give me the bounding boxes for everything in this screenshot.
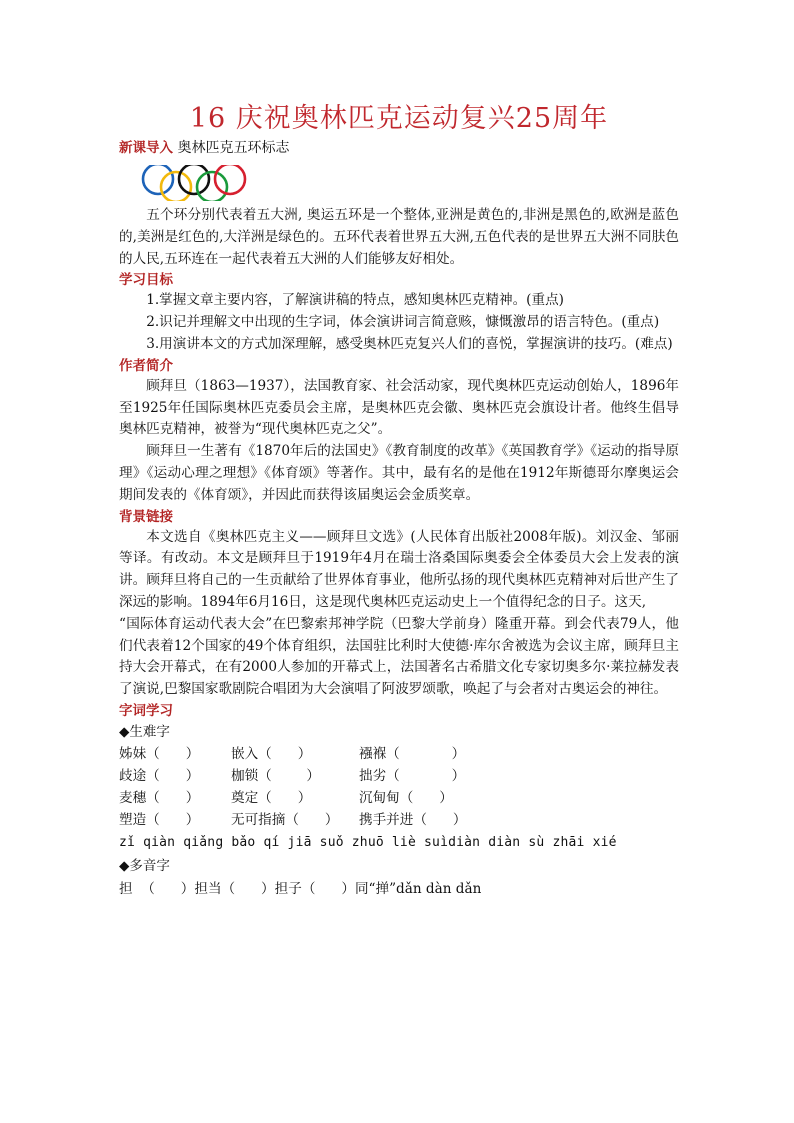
vocab-item: 嵌入（ ） bbox=[231, 745, 312, 762]
intro-text: 奥林匹克五环标志 bbox=[177, 140, 290, 156]
vocab-row bbox=[119, 809, 679, 831]
vocab-item: 枷锁（ ） bbox=[231, 767, 320, 784]
vocab-item: 携手并进（ ） bbox=[359, 811, 467, 828]
section-label-background: 背景链接 bbox=[119, 508, 173, 525]
background-paragraph-1: 本文选自《奥林匹克主义——顾拜旦文选》(人民体育出版社2008年版)。刘汉金、邹丽等译。有改动。本文是顾拜旦于1919年4月在瑞士洛桑国际奥委会全体委员大会上发表的演讲。顾拜旦将自己的一生贡献给了世界体育事业，他所弘扬的现代奥林匹克精神对后世产生了深远的影响。1894年6月16日，这是现代奥林匹克运动史上一个值得纪念的日子。这天, bbox=[119, 528, 679, 610]
background-paragraph-2: “国际体育运动代表大会”在巴黎索邦神学院（巴黎大学前身）隆重开幕。到会代表79人，他们代表着12个国家的49个体育组织，法国驻比利时大使德·库尔舍被选为会议主席，顾拜旦主持大会开幕式，在有2000人参加的开幕式上，法国著名古希腊文化专家切奥多尔·莱拉赫发表了演说,巴黎国家歌剧院合唱团为大会演唱了阿波罗颂歌，唤起了与会者对古奥运会的神往。 bbox=[119, 615, 679, 698]
goal-item-3: 3.用演讲本文的方式加深理解，感受奥林匹克复兴人们的喜悦，掌握演讲的技巧。(难点) bbox=[146, 335, 673, 352]
olympic-rings-icon bbox=[139, 165, 273, 201]
vocab-item: 姊妹（ ） bbox=[119, 745, 200, 762]
vocab-item: 塑造（ ） bbox=[119, 811, 200, 828]
vocab-row bbox=[119, 765, 679, 787]
goal-item-1: 1.掌握文章主要内容，了解演讲稿的特点，感知奥林匹克精神。(重点) bbox=[146, 292, 564, 309]
document-content bbox=[119, 102, 679, 901]
author-paragraph-2: 顾拜旦一生著有《1870年后的法国史》《教育制度的改革》《英国教育学》《运动的指导原理》《运动心理之理想》《体育颂》等著作。其中，最有名的是他在1912年斯德哥尔摩奥运会期间发表的《体育颂》，并因此而获得该届奥运会金质奖章。 bbox=[119, 443, 679, 503]
goal-item-2: 2.识记并理解文中出现的生字词，体会演讲词言简意赅，慷慨激昂的语言特色。(重点) bbox=[146, 314, 660, 331]
vocab-item: 奠定（ ） bbox=[231, 789, 312, 806]
section-label-vocab: 字词学习 bbox=[119, 702, 173, 719]
vocab-item: 襁褓（ ） bbox=[359, 745, 466, 762]
vocab-item: 沉甸甸（ ） bbox=[359, 789, 453, 806]
pinyin-answers: zǐ qiàn qiǎng bǎo qí jiā suǒ zhuō liè suìdiàn diàn sù zhāi xié bbox=[119, 834, 617, 850]
vocab-row bbox=[119, 743, 679, 765]
author-paragraph-1: 顾拜旦（1863—1937），法国教育家、社会活动家，现代奥林匹克运动创始人，1896年至1925年任国际奥林匹克委员会主席，是奥林匹克会徽、奥林匹克会旗设计者。他终生倡导奥林匹克精神，被誉为“现代奥林匹克之父”。 bbox=[119, 377, 679, 438]
intro-header bbox=[119, 137, 679, 159]
vocab-item: 歧途（ ） bbox=[119, 767, 200, 784]
polyphone-line: 担 （ ）担当（ ）担子（ ）同“掸”dǎn dàn dǎn bbox=[119, 880, 482, 897]
section-label-goals: 学习目标 bbox=[119, 272, 173, 289]
page-title: 16 庆祝奥林匹克运动复兴25周年 bbox=[189, 103, 609, 134]
vocab-row bbox=[119, 787, 679, 809]
vocab-item: 麦穗（ ） bbox=[119, 789, 200, 806]
section-label-author: 作者简介 bbox=[119, 357, 173, 374]
polyphone-heading: ◆多音字 bbox=[119, 857, 170, 874]
new-chars-heading: ◆生难字 bbox=[119, 723, 170, 740]
section-label-intro: 新课导入 bbox=[119, 140, 173, 156]
intro-paragraph: 五个环分别代表着五大洲, 奥运五环是一个整体,亚洲是黄色的,非洲是黑色的,欧洲是蓝色的,美洲是红色的,大洋洲是绿色的。五环代表着世界五大洲,五色代表的是世界五大洲不同肤色的人民,五环连在一起代表着五大洲的人们能够友好相处。 bbox=[119, 207, 679, 267]
vocab-item: 无可指摘（ ） bbox=[231, 811, 339, 828]
vocab-item: 拙劣（ ） bbox=[359, 767, 466, 784]
